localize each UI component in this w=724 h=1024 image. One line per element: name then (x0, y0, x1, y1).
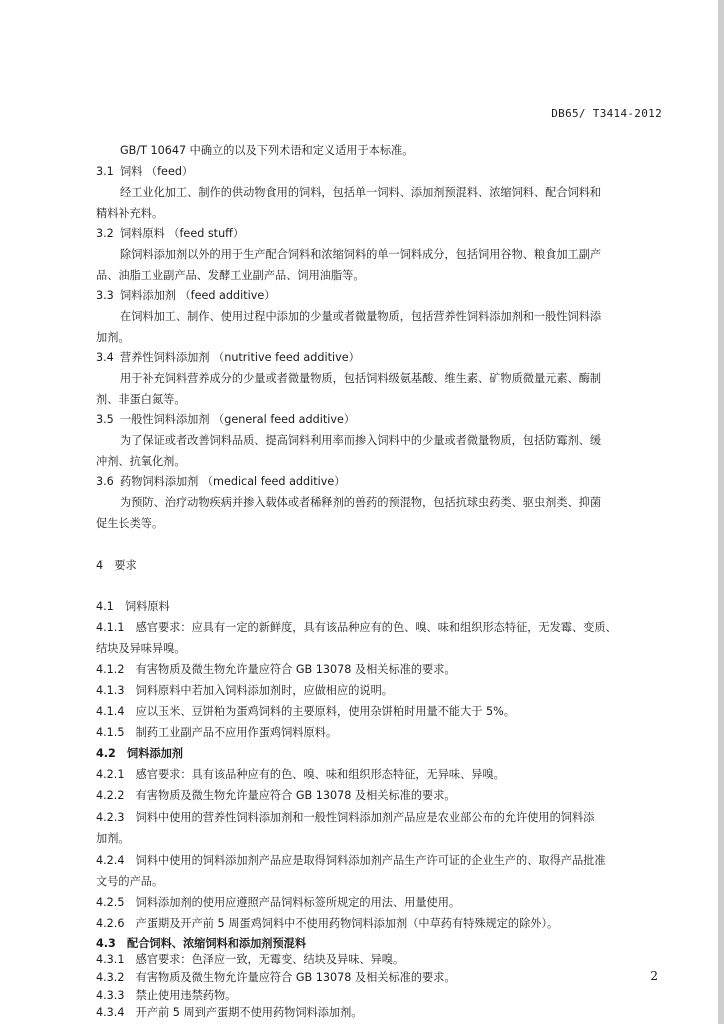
section-4-3-heading: 4.3 配合饲料、浓缩饲料和添加剂预混料 (96, 937, 307, 950)
term-3-6-number: 3.6 (96, 475, 114, 488)
term-3-3-number: 3.3 (96, 289, 114, 302)
clause-4-2-5: 4.2.5 饲料添加剂的使用应遵照产品饲料标签所规定的用法、用量使用。 (96, 896, 461, 909)
clause-4-1-3: 4.1.3 饲料原料中若加入饲料添加剂时，应做相应的说明。 (96, 684, 393, 697)
standard-code-header: DB65/ T3414-2012 (551, 107, 662, 120)
term-3-6-body: 为预防、治疗动物疾病并掺入载体或者稀释剂的兽药的预混物，包括抗球虫药类、驱虫剂类、抑菌 (120, 496, 602, 509)
term-3-5-number: 3.5 (96, 413, 114, 426)
clause-4-2-6: 4.2.6 产蛋期及开产前 5 周蛋鸡饲料中不使用药物饲料添加剂（中草药有特殊规定的除外）。 (96, 917, 559, 930)
clause-4-1-1: 4.1.1 感官要求：应具有一定的新鲜度，具有该品种应有的色、嗅、味和组织形态特征，无发霉、变质、 (96, 621, 617, 634)
term-3-1-number: 3.1 (96, 165, 114, 178)
clause-4-2-3: 4.2.3 饲料中使用的营养性饲料添加剂和一般性饲料添加剂产品应是农业部公布的允许使用的饲料添 (96, 811, 595, 824)
term-3-2-body: 除饲料添加剂以外的用于生产配合饲料和浓缩饲料的单一饲料成分，包括饲用谷物、粮食加工副产 (120, 248, 602, 261)
term-3-5-title: 一般性饲料添加剂 （general feed additive） (120, 413, 356, 426)
clause-4-2-1: 4.2.1 感官要求：具有该品种应有的色、嗅、味和组织形态特征，无异味、异嗅。 (96, 768, 505, 781)
clause-4-3-3: 4.3.3 禁止使用违禁药物。 (96, 989, 237, 1002)
term-3-5-body: 为了保证或者改善饲料品质、提高饲料利用率而掺入饲料中的少量或者微量物质，包括防霉剂、缓 (120, 434, 602, 447)
term-3-1-title: 饲料 （feed） (120, 165, 194, 178)
term-3-4-number: 3.4 (96, 351, 114, 364)
clause-4-1-4: 4.1.4 应以玉米、豆饼粕为蛋鸡饲料的主要原料，使用杂饼粕时用量不能大于 5%。 (96, 705, 515, 718)
term-3-2-number: 3.2 (96, 227, 114, 240)
clause-4-2-4: 4.2.4 饲料中使用的饲料添加剂产品应是取得饲料添加剂产品生产许可证的企业生产的、取得产品批准 (96, 854, 606, 867)
term-3-6-body-cont: 促生长类等。 (96, 517, 164, 530)
term-3-1-body-cont: 精料补充料。 (96, 207, 164, 220)
section-4-2-heading: 4.2 饲料添加剂 (96, 747, 183, 760)
intro-line: GB/T 10647 中确立的以及下列术语和定义适用于本标准。 (120, 144, 414, 157)
page-number: 2 (650, 969, 658, 983)
section-4-heading: 4 要求 (96, 559, 137, 572)
term-3-3-body-cont: 加剂。 (96, 331, 130, 344)
clause-4-3-4: 4.3.4 开产前 5 周到产蛋期不使用药物饲料添加剂。 (96, 1006, 363, 1019)
term-3-6-title: 药物饲料添加剂 （medical feed additive） (120, 475, 346, 488)
term-3-3-body: 在饲料加工、制作、使用过程中添加的少量或者微量物质，包括营养性饲料添加剂和一般性饲料添 (120, 310, 602, 323)
clause-4-2-4-cont: 文号的产品。 (96, 875, 164, 888)
term-3-4-body: 用于补充饲料营养成分的少量或者微量物质，包括饲料级氨基酸、维生素、矿物质微量元素、酶制 (120, 372, 602, 385)
scan-edge-shadow (718, 0, 724, 1024)
term-3-2-title: 饲料原料 （feed stuff） (120, 227, 245, 240)
term-3-2-body-cont: 品、油脂工业副产品、发酵工业副产品、饲用油脂等。 (96, 269, 365, 282)
clause-4-2-2: 4.2.2 有害物质及微生物允许量应符合 GB 13078 及相关标准的要求。 (96, 789, 456, 802)
term-3-3-title: 饲料添加剂 （feed additive） (120, 289, 276, 302)
term-3-4-body-cont: 剂、非蛋白氮等。 (96, 393, 186, 406)
clause-4-1-1-cont: 结块及异味异嗅。 (96, 642, 186, 655)
term-3-1-body: 经工业化加工、制作的供动物食用的饲料，包括单一饲料、添加剂预混料、浓缩饲料、配合饲料和 (120, 186, 602, 199)
section-4-1-heading: 4.1 饲料原料 (96, 600, 170, 613)
clause-4-1-2: 4.1.2 有害物质及微生物允许量应符合 GB 13078 及相关标准的要求。 (96, 663, 456, 676)
clause-4-2-3-cont: 加剂。 (96, 832, 130, 845)
clause-4-3-2: 4.3.2 有害物质及微生物允许量应符合 GB 13078 及相关标准的要求。 (96, 971, 456, 984)
term-3-4-title: 营养性饲料添加剂 （nutritive feed additive） (120, 351, 360, 364)
clause-4-1-5: 4.1.5 制药工业副产品不应用作蛋鸡饲料原料。 (96, 726, 338, 739)
clause-4-3-1: 4.3.1 感官要求：色泽应一致，无霉变、结块及异味、异嗅。 (96, 953, 405, 966)
term-3-5-body-cont: 冲剂、抗氧化剂。 (96, 455, 186, 468)
